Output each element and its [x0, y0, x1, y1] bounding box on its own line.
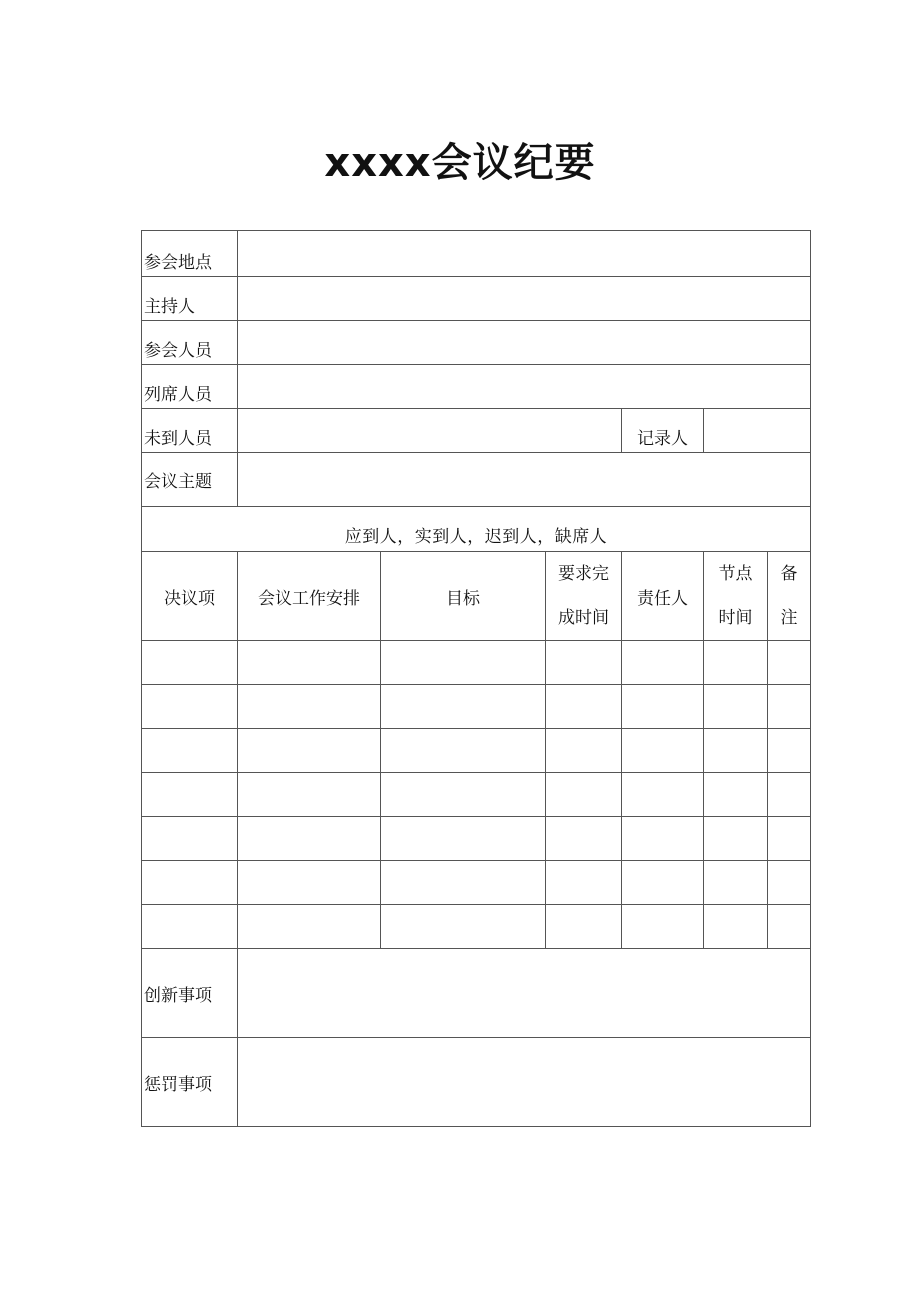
remarks-cell[interactable] [768, 817, 811, 861]
goal-cell[interactable] [381, 773, 546, 817]
deadline-cell[interactable] [546, 685, 622, 729]
remarks-cell[interactable] [768, 905, 811, 949]
milestone-header [704, 552, 768, 641]
arrangement-header: 会议工作安排 [238, 552, 381, 641]
arrangement-cell[interactable] [238, 773, 381, 817]
milestone-cell[interactable] [704, 773, 768, 817]
goal-cell[interactable] [381, 685, 546, 729]
topic-field[interactable] [238, 453, 811, 507]
innovation-row [142, 949, 811, 1038]
recorder-label: 记录人 [622, 409, 704, 453]
arrangement-cell[interactable] [238, 641, 381, 685]
venue-field[interactable] [238, 231, 811, 277]
venue-row [142, 231, 811, 277]
venue-label: 参会地点 [142, 231, 238, 277]
deadline-cell[interactable] [546, 861, 622, 905]
goal-cell[interactable] [381, 861, 546, 905]
owner-header: 责任人 [622, 552, 704, 641]
table-row [142, 685, 811, 729]
milestone-cell[interactable] [704, 729, 768, 773]
owner-cell[interactable] [622, 861, 704, 905]
remarks-header-line2: 注 [780, 608, 798, 628]
deadline-cell[interactable] [546, 729, 622, 773]
attendance-row [142, 507, 811, 552]
remarks-cell[interactable] [768, 861, 811, 905]
resolution-header: 决议项 [142, 552, 238, 641]
topic-label: 会议主题 [142, 453, 238, 507]
owner-cell[interactable] [622, 685, 704, 729]
arrangement-cell[interactable] [238, 729, 381, 773]
host-row [142, 277, 811, 321]
deadline-cell[interactable] [546, 905, 622, 949]
milestone-cell[interactable] [704, 905, 768, 949]
remarks-cell[interactable] [768, 773, 811, 817]
resolution-cell[interactable] [142, 817, 238, 861]
table-row [142, 729, 811, 773]
goal-header: 目标 [381, 552, 546, 641]
deadline-header-line2: 成时间 [558, 608, 609, 628]
recorder-field[interactable] [704, 409, 811, 453]
penalty-label: 惩罚事项 [142, 1038, 238, 1127]
arrangement-cell[interactable] [238, 817, 381, 861]
deadline-cell[interactable] [546, 817, 622, 861]
deadline-cell[interactable] [546, 641, 622, 685]
goal-cell[interactable] [381, 729, 546, 773]
milestone-cell[interactable] [704, 641, 768, 685]
resolution-cell[interactable] [142, 685, 238, 729]
goal-cell[interactable] [381, 905, 546, 949]
observers-field[interactable] [238, 365, 811, 409]
arrangement-cell[interactable] [238, 905, 381, 949]
arrangement-cell[interactable] [238, 861, 381, 905]
resolution-cell[interactable] [142, 729, 238, 773]
innovation-label: 创新事项 [142, 949, 238, 1038]
resolution-cell[interactable] [142, 773, 238, 817]
remarks-cell[interactable] [768, 641, 811, 685]
absent-row [142, 409, 811, 453]
remarks-cell[interactable] [768, 685, 811, 729]
owner-cell[interactable] [622, 773, 704, 817]
table-row [142, 641, 811, 685]
attendees-row [142, 321, 811, 365]
table-row [142, 773, 811, 817]
deadline-header [546, 552, 622, 641]
table-row [142, 905, 811, 949]
milestone-header-line1: 节点 [718, 564, 753, 584]
absent-label: 未到人员 [142, 409, 238, 453]
remarks-header-line1: 备 [780, 564, 798, 584]
host-field[interactable] [238, 277, 811, 321]
resolution-cell[interactable] [142, 905, 238, 949]
arrangement-cell[interactable] [238, 685, 381, 729]
page-title: xxxx会议纪要 [324, 140, 596, 186]
attendees-field[interactable] [238, 321, 811, 365]
table-header-row [142, 552, 811, 641]
milestone-cell[interactable] [704, 817, 768, 861]
goal-cell[interactable] [381, 817, 546, 861]
observers-label: 列席人员 [142, 365, 238, 409]
owner-cell[interactable] [622, 817, 704, 861]
remarks-cell[interactable] [768, 729, 811, 773]
owner-cell[interactable] [622, 641, 704, 685]
penalty-row [142, 1038, 811, 1127]
absent-field[interactable] [238, 409, 622, 453]
milestone-cell[interactable] [704, 685, 768, 729]
milestone-header-line2: 时间 [718, 608, 753, 628]
owner-cell[interactable] [622, 905, 704, 949]
milestone-cell[interactable] [704, 861, 768, 905]
host-label: 主持人 [142, 277, 238, 321]
topic-row [142, 453, 811, 507]
attendees-label: 参会人员 [142, 321, 238, 365]
deadline-header-line1: 要求完 [558, 564, 609, 584]
meeting-minutes-form [141, 230, 811, 1127]
task-rows [142, 641, 811, 949]
goal-cell[interactable] [381, 641, 546, 685]
innovation-field[interactable] [238, 949, 811, 1038]
resolution-cell[interactable] [142, 861, 238, 905]
table-row [142, 861, 811, 905]
resolution-cell[interactable] [142, 641, 238, 685]
attendance-summary: 应到人，实到人，迟到人，缺席人 [142, 507, 811, 552]
remarks-header [768, 552, 811, 641]
owner-cell[interactable] [622, 729, 704, 773]
penalty-field[interactable] [238, 1038, 811, 1127]
deadline-cell[interactable] [546, 773, 622, 817]
observers-row [142, 365, 811, 409]
table-row [142, 817, 811, 861]
